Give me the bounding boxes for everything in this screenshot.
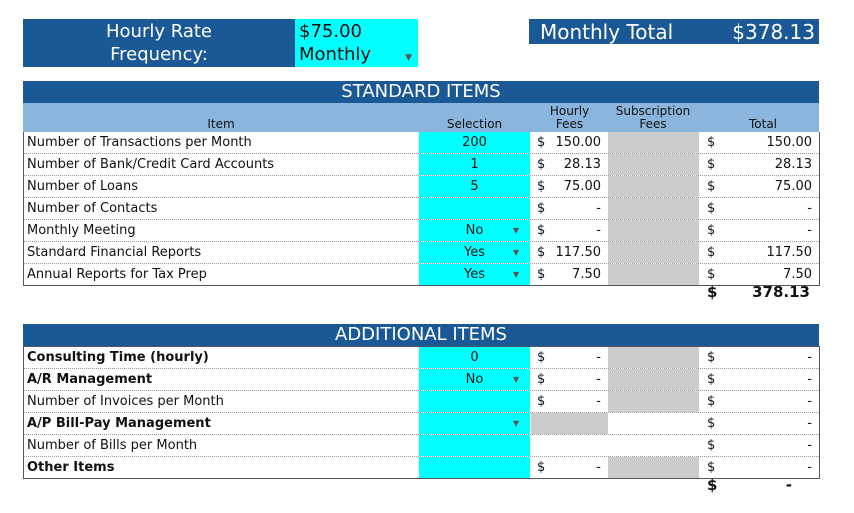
selection-dropdown[interactable]: Yes: [464, 267, 485, 282]
total-value: -: [807, 460, 812, 475]
chevron-down-icon[interactable]: ▼: [513, 419, 520, 428]
hourly-fee-value: -: [596, 394, 601, 409]
item-label: A/R Management: [27, 372, 153, 387]
hourly-fee-value: 7.50: [572, 267, 601, 282]
additional-grand-total: -: [785, 476, 792, 494]
hourly-currency: $: [537, 157, 546, 172]
total-value: -: [807, 201, 812, 216]
col-item-header: Item: [207, 117, 235, 131]
total-value: -: [807, 394, 812, 409]
subscription-fee-cell: [608, 347, 699, 368]
item-label: Number of Transactions per Month: [27, 135, 252, 150]
total-currency: $: [707, 267, 716, 282]
item-label: Number of Invoices per Month: [27, 394, 224, 409]
selection-dropdown[interactable]: Yes: [464, 245, 485, 260]
total-value: -: [807, 416, 812, 431]
total-value: 28.13: [774, 157, 812, 172]
item-label: Number of Contacts: [27, 201, 158, 216]
item-label: Number of Bills per Month: [27, 438, 198, 453]
total-currency: $: [707, 201, 716, 216]
total-value: -: [807, 438, 812, 453]
hourly-fee-value: 75.00: [563, 179, 601, 194]
col-hourly-header-2: Fees: [555, 117, 584, 131]
selection-input[interactable]: 5: [470, 179, 479, 194]
table-row: [24, 369, 819, 391]
subscription-fee-cell: [608, 176, 699, 197]
subscription-fee-cell: [608, 457, 699, 478]
col-selection-header: Selection: [446, 117, 503, 131]
hourly-fee-value: 28.13: [563, 157, 601, 172]
total-value: 150.00: [766, 135, 812, 150]
hourly-rate-label: Hourly Rate: [105, 21, 212, 42]
hourly-fee-value: -: [596, 201, 601, 216]
table-row: [24, 176, 819, 198]
hourly-fee-value: 117.50: [555, 245, 601, 260]
standard-items-title: STANDARD ITEMS: [23, 81, 819, 103]
table-row: [24, 198, 819, 220]
total-currency: $: [707, 179, 716, 194]
hourly-fee-value: -: [596, 460, 601, 475]
chevron-down-icon[interactable]: ▼: [513, 375, 520, 384]
hourly-rate-input[interactable]: $75.00: [299, 21, 362, 42]
hourly-currency: $: [537, 350, 546, 365]
selection-input[interactable]: [419, 391, 530, 412]
subscription-fee-cell: [608, 132, 699, 153]
col-hourly-header-1: Hourly: [549, 104, 590, 118]
hourly-fee-value: -: [596, 223, 601, 238]
hourly-currency: $: [537, 394, 546, 409]
item-label: Annual Reports for Tax Prep: [27, 267, 207, 282]
total-currency: $: [707, 223, 716, 238]
standard-column-header: [23, 103, 819, 132]
monthly-total-label: Monthly Total: [540, 20, 674, 44]
item-label: Number of Bank/Credit Card Accounts: [27, 157, 275, 172]
table-row: [24, 435, 819, 457]
hourly-currency: $: [537, 267, 546, 282]
item-label: Standard Financial Reports: [27, 245, 202, 260]
item-label: Other Items: [27, 460, 115, 475]
subscription-fee-cell: [608, 242, 699, 263]
frequency-label: Frequency:: [110, 44, 208, 65]
total-currency: $: [707, 157, 716, 172]
col-subscription-header-1: Subscription: [615, 104, 691, 118]
col-total-header: Total: [748, 117, 778, 131]
chevron-down-icon[interactable]: ▼: [513, 270, 520, 279]
selection-input[interactable]: [419, 198, 530, 219]
hourly-currency: $: [537, 245, 546, 260]
additional-items-table: [23, 346, 820, 479]
selection-dropdown[interactable]: No: [465, 223, 484, 238]
subscription-fee-cell: [608, 220, 699, 241]
hourly-currency: $: [537, 201, 546, 216]
table-row: [24, 347, 819, 369]
hourly-currency: $: [537, 223, 546, 238]
total-currency: $: [707, 460, 716, 475]
subscription-fee-cell: [608, 154, 699, 175]
frequency-select[interactable]: Monthly: [299, 44, 372, 65]
total-currency: $: [707, 350, 716, 365]
total-currency: $: [707, 135, 716, 150]
item-label: Number of Loans: [27, 179, 138, 194]
table-row: [24, 413, 819, 435]
selection-input[interactable]: 200: [462, 135, 487, 150]
hourly-currency: $: [537, 179, 546, 194]
table-row: [24, 220, 819, 242]
total-currency: $: [707, 394, 716, 409]
total-currency: $: [707, 438, 716, 453]
subscription-fee-cell: [608, 391, 699, 412]
total-currency: $: [707, 416, 716, 431]
col-subscription-header-2: Fees: [639, 117, 667, 131]
hourly-currency: $: [537, 135, 546, 150]
selection-input[interactable]: [419, 435, 530, 456]
subscription-fee-cell: [608, 369, 699, 390]
hourly-fee-value: -: [596, 372, 601, 387]
chevron-down-icon[interactable]: ▼: [405, 53, 412, 63]
item-label: Consulting Time (hourly): [27, 350, 209, 365]
rate-labels-panel: [23, 19, 295, 67]
table-row: [24, 391, 819, 413]
monthly-total-box: [529, 19, 819, 44]
standard-items-table: [23, 132, 820, 286]
additional-grand-total-currency: $: [707, 476, 718, 494]
total-value: 7.50: [783, 267, 812, 282]
total-value: -: [807, 350, 812, 365]
table-row: [24, 132, 819, 154]
selection-input[interactable]: [419, 457, 530, 478]
table-row: [24, 154, 819, 176]
table-row: [24, 457, 819, 478]
subscription-fee-cell: [608, 264, 699, 285]
monthly-total-value: $378.13: [732, 20, 815, 44]
hourly-fee-cell: [531, 413, 608, 434]
selection-dropdown[interactable]: No: [465, 372, 484, 387]
hourly-fee-value: -: [596, 350, 601, 365]
chevron-down-icon[interactable]: ▼: [513, 248, 520, 257]
selection-input[interactable]: 1: [470, 157, 479, 172]
total-value: 117.50: [766, 245, 812, 260]
table-row: [24, 264, 819, 285]
hourly-currency: $: [537, 460, 546, 475]
total-currency: $: [707, 372, 716, 387]
standard-grand-total-currency: $: [707, 283, 718, 301]
subscription-fee-cell: [608, 198, 699, 219]
rate-values-panel: [295, 19, 418, 67]
item-label: A/P Bill-Pay Management: [27, 416, 211, 431]
total-currency: $: [707, 245, 716, 260]
table-row: [24, 242, 819, 264]
total-value: -: [807, 372, 812, 387]
selection-input[interactable]: 0: [470, 350, 479, 365]
hourly-fee-value: 150.00: [555, 135, 601, 150]
standard-grand-total: 378.13: [752, 283, 810, 301]
total-value: -: [807, 223, 812, 238]
hourly-currency: $: [537, 372, 546, 387]
chevron-down-icon[interactable]: ▼: [513, 226, 520, 235]
total-value: 75.00: [774, 179, 812, 194]
item-label: Monthly Meeting: [27, 223, 136, 238]
additional-items-title: ADDITIONAL ITEMS: [23, 324, 819, 346]
